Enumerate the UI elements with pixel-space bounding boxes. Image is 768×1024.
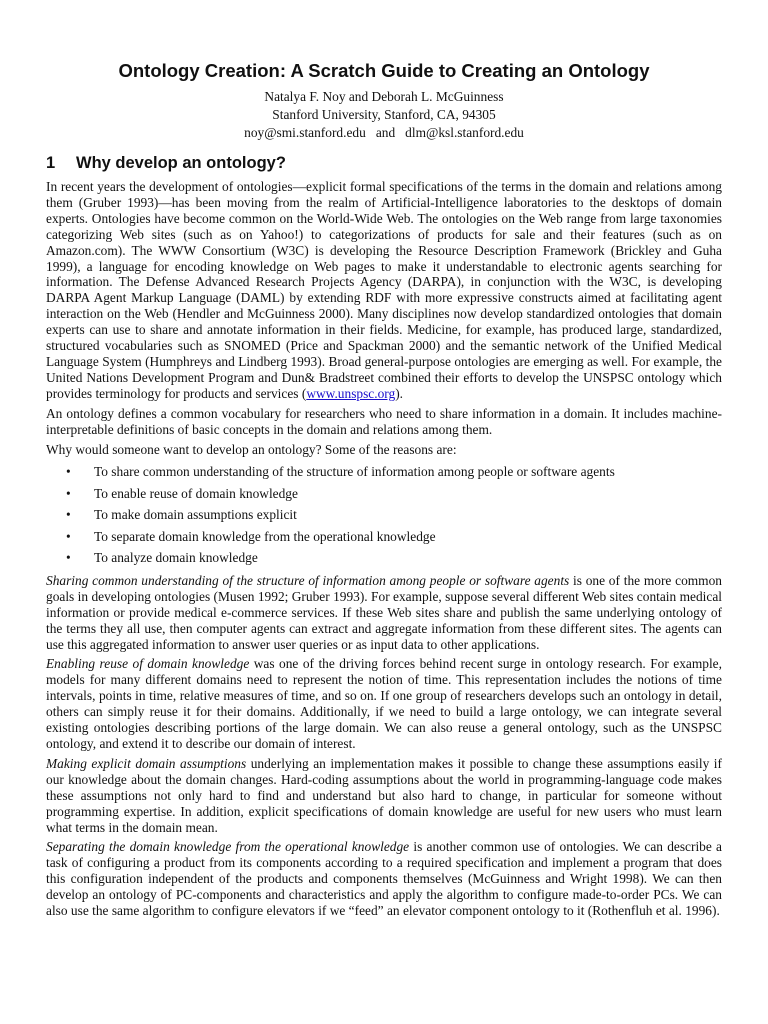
paragraph-sharing-lead: Sharing common understanding of the structure of information among people or software agents [46, 572, 570, 588]
reasons-list [46, 461, 722, 569]
paragraph-intro [46, 179, 722, 402]
bullet-icon: • [66, 485, 71, 501]
email-dlm[interactable]: dlm@ksl.stanford.edu [405, 125, 524, 140]
list-item [64, 483, 722, 505]
list-item [64, 504, 722, 526]
author-emails [46, 124, 722, 142]
unspsc-link[interactable]: www.unspsc.org [306, 385, 396, 401]
section-title: Why develop an ontology? [76, 154, 286, 172]
list-item [64, 526, 722, 548]
paragraph-assumptions [46, 756, 722, 836]
paragraph-reuse [46, 656, 722, 751]
section-heading [46, 154, 722, 173]
paragraph-intro-end: ). [395, 385, 404, 401]
list-item-text: To enable reuse of domain knowledge [94, 485, 298, 501]
paragraph-sharing [46, 573, 722, 653]
author-names: Natalya F. Noy and Deborah L. McGuinness [264, 89, 504, 104]
paragraph-sharing-text: is one of the more common goals in developing ontologies (Musen 1992; Gruber 1993). For example, suppose several different Web sites contain medical information or provide medical e-commerce services. If these Web sites share and publish the same underlying ontology of the terms they all use, then computer agents can extract and aggregate information from these different sites. The agents can use this aggregated information to answer user queries or as input data to other applications. [46, 572, 722, 652]
page-title: Ontology Creation: A Scratch Guide to Creating an Ontology [118, 60, 650, 81]
list-item-text: To separate domain knowledge from the operational knowledge [94, 528, 436, 544]
list-item-text: To share common understanding of the structure of information among people or software agents [94, 464, 615, 480]
paragraph-assumptions-lead: Making explicit domain assumptions [46, 755, 247, 771]
paragraph-reuse-text: was one of the driving forces behind recent surge in ontology research. For example, models for many different domains need to represent the notion of time. This representation includes the notions of time intervals, points in time, relative measures of time, and so on. If one group of researchers develops such an ontology in detail, others can simply reuse it for their domains. Additionally, if we need to build a large ontology, we can integrate several existing ontologies describing portions of the large domain. We can also reuse a general ontology, such as the UNSPSC ontology, and extend it to describe our domain of interest. [46, 656, 722, 751]
paragraph-intro-text: In recent years the development of ontologies—explicit formal specifications of the terms in the domain and relations among them (Gruber 1993)—has been moving from the realm of Artificial-Intelligence laboratories to the desktops of domain experts. Ontologies have become common on the World-Wide Web. The ontologies on the Web range from large taxonomies categorizing Web sites (such as on Yahoo!) to categorizations of products for sale and their features (such as on Amazon.com). The WWW Consortium (W3C) is developing the Resource Description Framework (Brickley and Guha 1999), a language for encoding knowledge on Web pages to make it understandable to electronic agents searching for information. The Defense Advanced Research Projects Agency (DARPA), in conjunction with the W3C, is developing DARPA Agent Markup Language (DAML) by extending RDF with more expressive constructs aimed at facilitating agent interaction on the Web (Hendler and McGuinness 2000). Many disciplines now develop standardized ontologies that domain experts can use to share and annotate information in their fields. Medicine, for example, has produced large, standardized, structured vocabularies such as SNOMED (Price and Spackman 2000) and the semantic network of the Unified Medical Language System (Humphreys and Lindberg 1993). Broad general-purpose ontologies are emerging as well. For example, the United Nations Development Program and Dun& Bradstreet combined their efforts to develop the UNSPSC ontology which provides terminology for products and services ( [46, 179, 722, 401]
email-separator: and [375, 125, 396, 140]
paragraph-definition: An ontology defines a common vocabulary for researchers who need to share information in a domain. It includes machine-interpretable definitions of basic concepts in the domain and relations among them. [46, 405, 722, 437]
author-affiliation: Stanford University, Stanford, CA, 94305 [272, 107, 496, 122]
bullet-icon: • [66, 550, 71, 566]
list-item [64, 547, 722, 569]
section-number: 1 [46, 154, 56, 172]
list-item-text: To analyze domain knowledge [94, 550, 258, 566]
paragraph-reasons-intro: Why would someone want to develop an ontology? Some of the reasons are: [46, 441, 457, 457]
paragraph-separation-lead: Separating the domain knowledge from the operational knowledge [46, 839, 410, 855]
bullet-icon: • [66, 464, 71, 480]
paragraph-separation [46, 839, 722, 919]
email-noy[interactable]: noy@smi.stanford.edu [244, 125, 366, 140]
paragraph-assumptions-text: underlying an implementation makes it possible to change these assumptions easily if our knowledge about the domain changes. Hard-coding assumptions about the world in programming-language code makes these assumptions not only hard to find and understand but also hard to change, in particular for someone without programming expertise. In addition, explicit specifications of domain knowledge are useful for new users who must learn what terms in the domain mean. [46, 755, 722, 835]
list-item-text: To make domain assumptions explicit [94, 507, 297, 523]
list-item [64, 461, 722, 483]
bullet-icon: • [66, 507, 71, 523]
author-block [46, 88, 722, 142]
paragraph-reuse-lead: Enabling reuse of domain knowledge [46, 656, 250, 672]
bullet-icon: • [66, 528, 71, 544]
paragraph-separation-text: is another common use of ontologies. We can describe a task of configuring a product from its components according to a required specification and implement a program that does this configuration independent of the products and components themselves (McGuinness and Wright 1998). We can then develop an ontology of PC-components and characteristics and apply the algorithm to configure made-to-order PCs. We can also use the same algorithm to configure elevators if we “feed” an elevator component ontology to it (Rothenfluh et al. 1996). [46, 839, 722, 919]
